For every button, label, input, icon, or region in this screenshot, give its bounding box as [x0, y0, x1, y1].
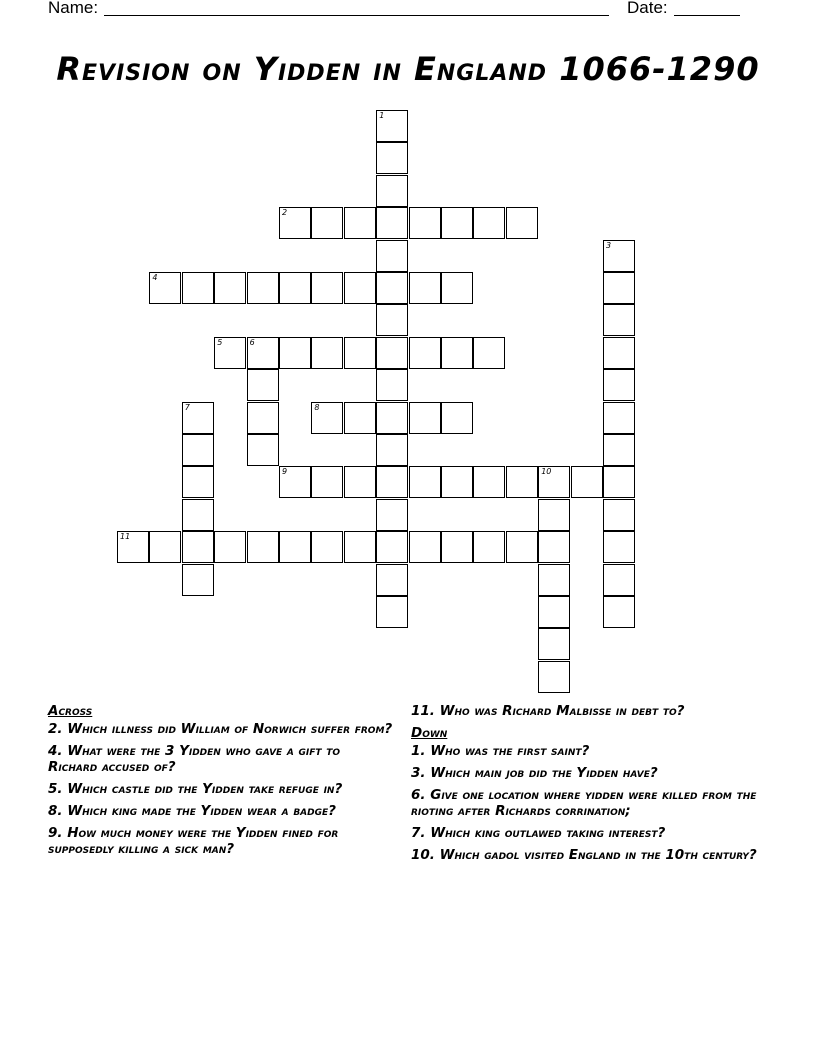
crossword-cell[interactable] [409, 402, 441, 434]
clues-left-column [48, 703, 393, 863]
crossword-cell[interactable] [311, 466, 343, 498]
clue-number: 9 [282, 467, 288, 477]
crossword-cell[interactable] [376, 142, 408, 174]
crossword-cell[interactable] [603, 402, 635, 434]
crossword-cell[interactable] [279, 337, 311, 369]
crossword-cell[interactable] [376, 337, 408, 369]
crossword-cell[interactable] [538, 661, 570, 693]
crossword-cell[interactable] [182, 531, 214, 563]
crossword-cell[interactable] [247, 369, 279, 401]
across-heading: Across [48, 703, 93, 719]
crossword-cell[interactable] [376, 434, 408, 466]
crossword-cell[interactable] [603, 369, 635, 401]
crossword-cell[interactable] [409, 466, 441, 498]
crossword-cell[interactable] [603, 337, 635, 369]
crossword-cell[interactable] [376, 110, 408, 142]
crossword-cell[interactable] [506, 466, 538, 498]
across-clue-11: 11. Who was Richard Malbisse in debt to? [411, 703, 685, 719]
crossword-cell[interactable] [344, 466, 376, 498]
down-clue-1: 1. Who was the first saint? [411, 743, 590, 759]
crossword-cell[interactable] [376, 304, 408, 336]
crossword-cell[interactable] [473, 337, 505, 369]
crossword-cell[interactable] [409, 531, 441, 563]
crossword-cell[interactable] [538, 531, 570, 563]
crossword-cell[interactable] [473, 466, 505, 498]
crossword-cell[interactable] [247, 337, 279, 369]
clue-number: 7 [184, 402, 190, 412]
crossword-cell[interactable] [376, 466, 408, 498]
crossword-cell[interactable] [182, 564, 214, 596]
down-heading: Down [411, 725, 448, 741]
name-label: Name: [48, 0, 99, 17]
crossword-cell[interactable] [603, 466, 635, 498]
crossword-cell[interactable] [182, 466, 214, 498]
crossword-cell[interactable] [344, 402, 376, 434]
crossword-cell[interactable] [603, 531, 635, 563]
across-clue-2: 2. Which illness did William of Norwich suffer from? [48, 721, 393, 737]
crossword-cell[interactable] [279, 207, 311, 239]
crossword-cell[interactable] [214, 531, 246, 563]
crossword-cell[interactable] [311, 337, 343, 369]
crossword-cell[interactable] [376, 564, 408, 596]
clue-number: 3 [606, 240, 612, 250]
crossword-cell[interactable] [603, 596, 635, 628]
crossword-cell[interactable] [117, 531, 149, 563]
crossword-cell[interactable] [506, 531, 538, 563]
across-clue-8: 8. Which king made the Yidden wear a badge? [48, 803, 336, 819]
crossword-cell[interactable] [376, 369, 408, 401]
down-clue-10: 10. Which gadol visited England in the 10th century? [411, 847, 757, 863]
crossword-cell[interactable] [473, 531, 505, 563]
page-title: Revision on Yidden in England 1066-1290 [56, 50, 760, 88]
crossword-cell[interactable] [344, 531, 376, 563]
crossword-cell[interactable] [603, 499, 635, 531]
clue-number: 2 [282, 208, 288, 218]
crossword-cell[interactable] [603, 304, 635, 336]
across-clue-9: 9. How much money were the Yidden fined for supposedly killing a sick man? [48, 825, 339, 857]
crossword-cell[interactable] [344, 207, 376, 239]
crossword-cell[interactable] [409, 207, 441, 239]
crossword-cell[interactable] [538, 499, 570, 531]
crossword-cell[interactable] [473, 207, 505, 239]
clue-number: 11 [120, 532, 131, 542]
crossword-cell[interactable] [376, 402, 408, 434]
clue-number: 10 [541, 467, 552, 477]
clue-number: 6 [249, 337, 255, 347]
crossword-cell[interactable] [247, 402, 279, 434]
crossword-cell[interactable] [538, 466, 570, 498]
crossword-cell[interactable] [247, 434, 279, 466]
crossword-cell[interactable] [571, 466, 603, 498]
crossword-cell[interactable] [247, 272, 279, 304]
down-clue-7: 7. Which king outlawed taking interest? [411, 825, 666, 841]
crossword-cell[interactable] [376, 175, 408, 207]
crossword-cell[interactable] [247, 531, 279, 563]
crossword-cell[interactable] [441, 272, 473, 304]
crossword-cell[interactable] [182, 272, 214, 304]
clue-number: 1 [379, 111, 385, 120]
down-clue-3: 3. Which main job did the Yidden have? [411, 765, 658, 781]
across-clue-4: 4. What were the 3 Yidden who gave a gift to Richard accused of? [48, 743, 341, 775]
crossword-cell[interactable] [376, 207, 408, 239]
across-clue-5: 5. Which castle did the Yidden take refuge in? [48, 781, 343, 797]
crossword-cell[interactable] [149, 531, 181, 563]
crossword-cell[interactable] [441, 402, 473, 434]
crossword-cell[interactable] [409, 272, 441, 304]
crossword-cell[interactable] [441, 466, 473, 498]
crossword-cell[interactable] [441, 337, 473, 369]
crossword-cell[interactable] [311, 207, 343, 239]
crossword-cell[interactable] [538, 628, 570, 660]
crossword-cell[interactable] [538, 596, 570, 628]
crossword-cell[interactable] [376, 499, 408, 531]
crossword-cell[interactable] [376, 596, 408, 628]
crossword-cell[interactable] [279, 531, 311, 563]
crossword-cell[interactable] [214, 272, 246, 304]
clue-number: 4 [152, 273, 158, 282]
crossword-cell[interactable] [344, 337, 376, 369]
crossword-cell[interactable] [214, 337, 246, 369]
crossword-cell[interactable] [311, 402, 343, 434]
crossword-cell[interactable] [182, 434, 214, 466]
crossword-cell[interactable] [603, 434, 635, 466]
crossword-cell[interactable] [441, 207, 473, 239]
crossword-cell[interactable] [149, 272, 181, 304]
down-clue-6: 6. Give one location where yidden were killed from the rioting after Richards corrination; [411, 787, 757, 819]
crossword-cell[interactable] [182, 402, 214, 434]
clues-right-column [411, 703, 761, 869]
crossword-cell[interactable] [441, 531, 473, 563]
crossword-cell[interactable] [311, 272, 343, 304]
crossword-cell[interactable] [376, 272, 408, 304]
crossword-cell[interactable] [311, 531, 343, 563]
crossword-cell[interactable] [603, 240, 635, 272]
clue-number: 5 [217, 337, 223, 347]
crossword-cell[interactable] [279, 272, 311, 304]
clue-number: 8 [314, 402, 320, 412]
crossword-cell[interactable] [279, 466, 311, 498]
crossword-cell[interactable] [409, 337, 441, 369]
crossword-cell[interactable] [376, 531, 408, 563]
crossword-cell[interactable] [603, 564, 635, 596]
crossword-cell[interactable] [344, 272, 376, 304]
crossword-cell[interactable] [182, 499, 214, 531]
date-label: Date: [627, 0, 668, 17]
crossword-cell[interactable] [538, 564, 570, 596]
crossword-cell[interactable] [603, 272, 635, 304]
crossword-cell[interactable] [506, 207, 538, 239]
crossword-cell[interactable] [376, 240, 408, 272]
